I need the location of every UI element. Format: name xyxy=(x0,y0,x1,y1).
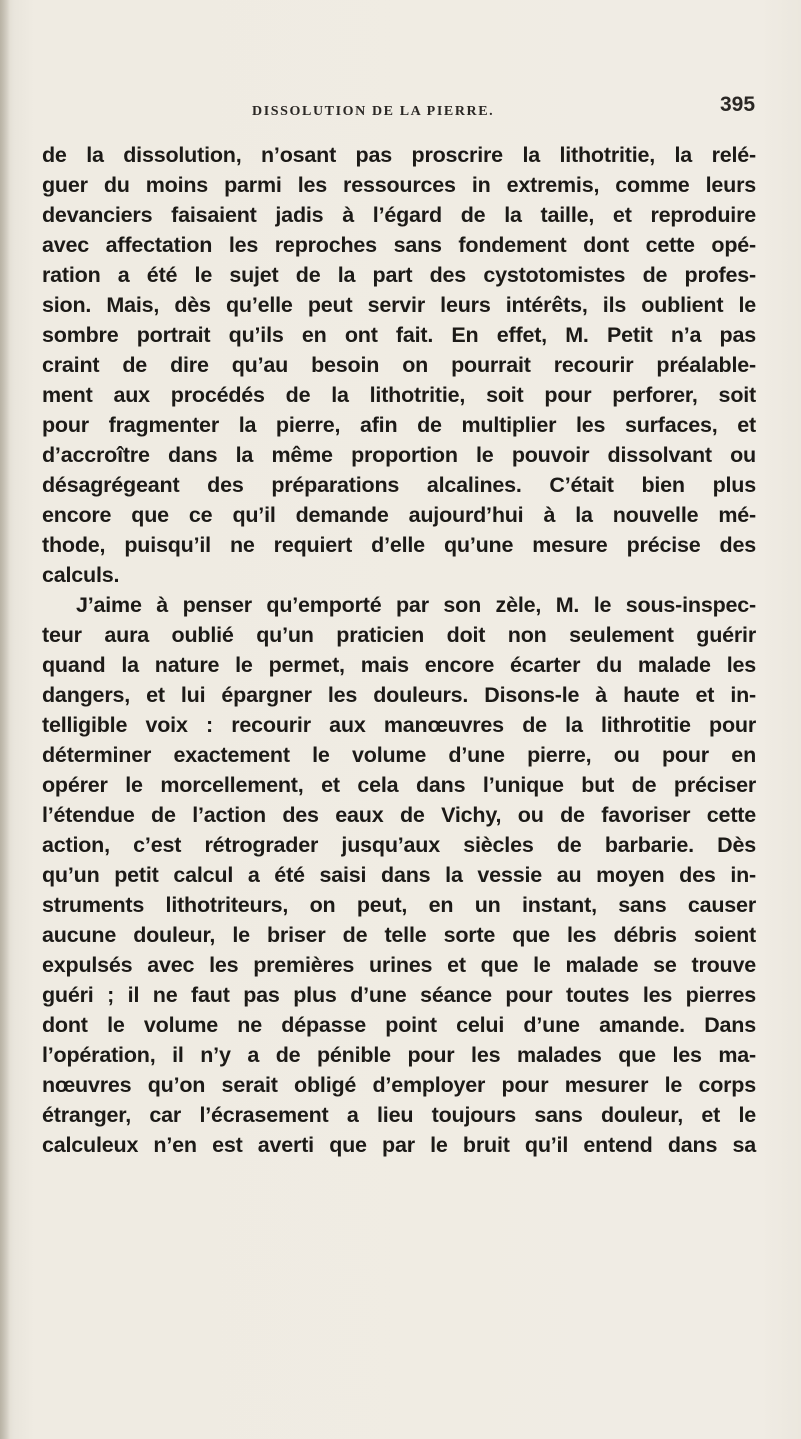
text-line: ration a été le sujet de la part des cystotomistes de profes- xyxy=(42,263,756,287)
text-line: étranger, car l’écrasement a lieu toujours sans douleur, et le xyxy=(42,1103,756,1127)
text-line: de la dissolution, n’osant pas proscrire la lithotritie, la relé- xyxy=(42,143,756,167)
text-line: avec affectation les reproches sans fondement dont cette opé- xyxy=(42,233,756,257)
text-line: sombre portrait qu’ils en ont fait. En effet, M. Petit n’a pas xyxy=(42,323,756,347)
text-line: calculeux n’en est averti que par le bruit qu’il entend dans sa xyxy=(42,1133,756,1157)
text-line: déterminer exactement le volume d’une pierre, ou pour en xyxy=(42,743,756,767)
text-line: pour fragmenter la pierre, afin de multiplier les surfaces, et xyxy=(42,413,756,437)
text-line: d’accroître dans la même proportion le pouvoir dissolvant ou xyxy=(42,443,756,467)
binding-shadow xyxy=(0,0,10,1439)
text-line: telligible voix : recourir aux manœuvres de la lithrotitie pour xyxy=(42,713,756,737)
text-line: guer du moins parmi les ressources in extremis, comme leurs xyxy=(42,173,756,197)
text-line: encore que ce qu’il demande aujourd’hui à la nouvelle mé- xyxy=(42,503,756,527)
text-line: opérer le morcellement, et cela dans l’unique but de préciser xyxy=(42,773,756,797)
text-line: qu’un petit calcul a été saisi dans la vessie au moyen des in- xyxy=(42,863,756,887)
text-line: désagrégeant des préparations alcalines. C’était bien plus xyxy=(42,473,756,497)
text-line: guéri ; il ne faut pas plus d’une séance pour toutes les pierres xyxy=(42,983,756,1007)
page-number: 395 xyxy=(720,93,756,116)
text-line: teur aura oublié qu’un praticien doit non seulement guérir xyxy=(42,623,756,647)
text-line: aucune douleur, le briser de telle sorte que les débris soient xyxy=(42,923,756,947)
text-line: expulsés avec les premières urines et que le malade se trouve xyxy=(42,953,756,977)
text-line: J’aime à penser qu’emporté par son zèle, M. le sous-inspec- xyxy=(76,593,756,617)
text-line: nœuvres qu’on serait obligé d’employer pour mesurer le corps xyxy=(42,1073,756,1097)
text-line: l’opération, il n’y a de pénible pour les malades que les ma- xyxy=(42,1043,756,1067)
text-line: devanciers faisaient jadis à l’égard de la taille, et reproduire xyxy=(42,203,756,227)
text-line: ment aux procédés de la lithotritie, soit pour perforer, soit xyxy=(42,383,756,407)
running-head: DISSOLUTION DE LA PIERRE. xyxy=(252,104,495,119)
text-line: craint de dire qu’au besoin on pourrait recourir préalable- xyxy=(42,353,756,377)
text-line: thode, puisqu’il ne requiert d’elle qu’une mesure précise des xyxy=(42,533,756,557)
text-line: dangers, et lui épargner les douleurs. Disons-le à haute et in- xyxy=(42,683,756,707)
text-line: sion. Mais, dès qu’elle peut servir leurs intérêts, ils oublient le xyxy=(42,293,756,317)
text-line: l’étendue de l’action des eaux de Vichy, ou de favoriser cette xyxy=(42,803,756,827)
text-line: calculs. xyxy=(42,563,120,587)
text-line: struments lithotriteurs, on peut, en un instant, sans causer xyxy=(42,893,756,917)
text-line: action, c’est rétrograder jusqu’aux siècles de barbarie. Dès xyxy=(42,833,756,857)
text-line: dont le volume ne dépasse point celui d’une amande. Dans xyxy=(42,1013,756,1037)
text-line: quand la nature le permet, mais encore écarter du malade les xyxy=(42,653,756,677)
